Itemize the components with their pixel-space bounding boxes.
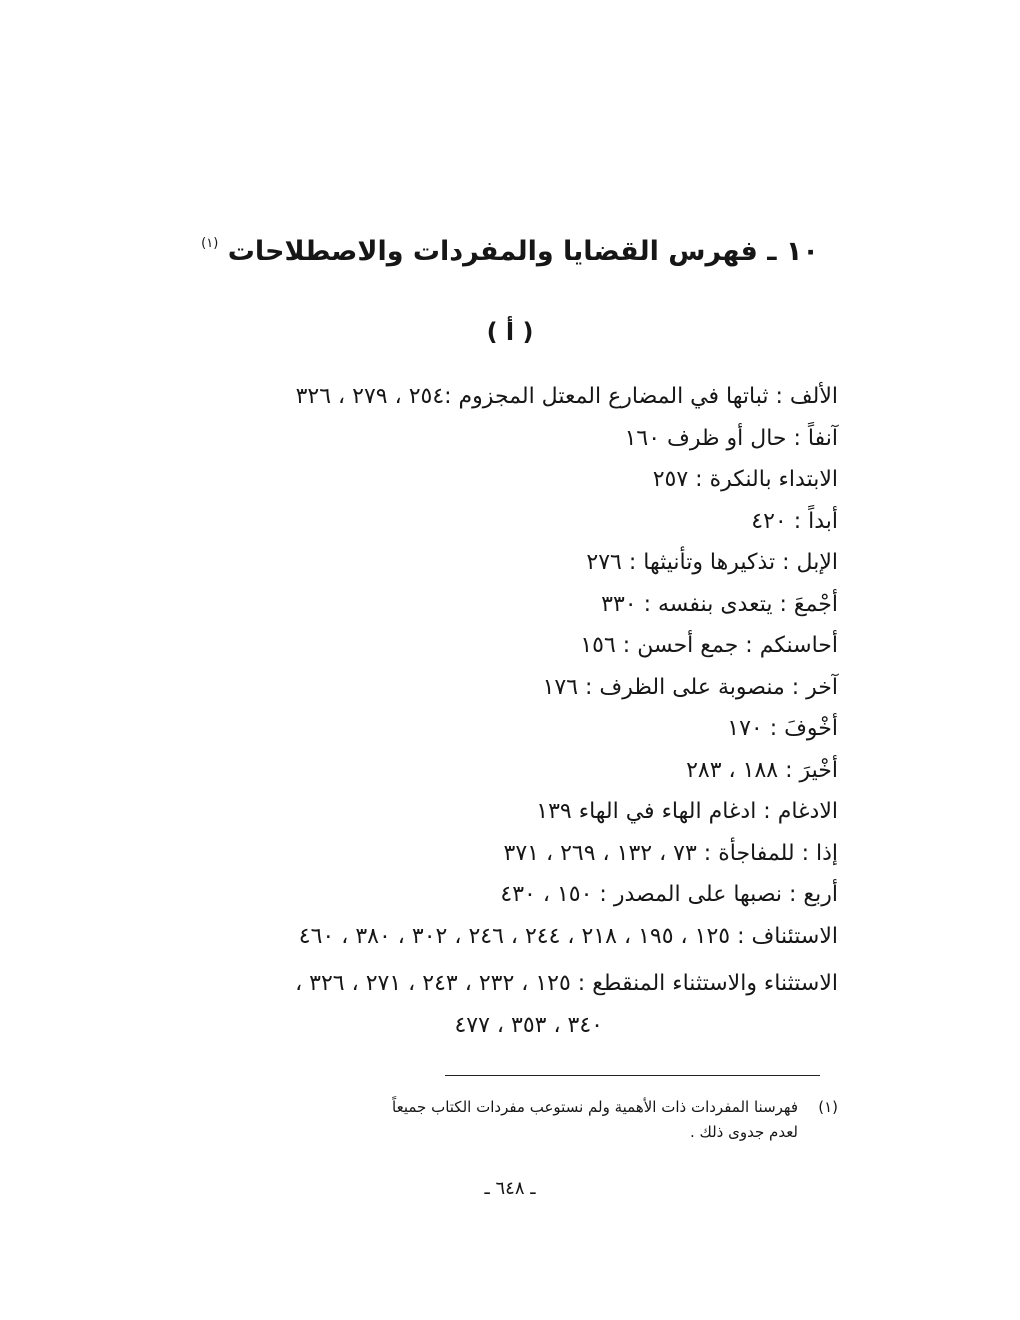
index-entry: أبداً : ٤٢٠: [751, 508, 838, 534]
index-entry: الألف : ثباتها في المضارع المعتل المجزوم :٢٥٤ ، ٢٧٩ ، ٣٢٦: [295, 384, 838, 409]
index-entry: أخْوفَ : ١٧٠: [727, 716, 838, 741]
footnote-line: [178, 1120, 838, 1145]
index-entry: آخر : منصوبة على الظرف : ١٧٦: [542, 674, 838, 700]
index-entry: الاستئناف : ١٢٥ ، ١٩٥ ، ٢١٨ ، ٢٤٤ ، ٢٤٦ ، ٣٠٢ ، ٣٨٠ ، ٤٦٠: [298, 923, 838, 949]
index-entries: [178, 376, 838, 1046]
index-entry: أجْمعَ : يتعدى بنفسه : ٣٣٠: [601, 591, 838, 617]
footnote-text-continued: لعدم جدوى ذلك .: [689, 1123, 798, 1141]
index-title-text: ١٠ ـ فهرس القضايا والمفردات والاصطلاحات: [227, 236, 819, 267]
index-entry: إذا : للمفاجأة : ٧٣ ، ١٣٢ ، ٢٦٩ ، ٣٧١: [503, 840, 838, 866]
index-title: [180, 236, 840, 267]
footnote-line: [178, 1095, 838, 1120]
footnote-divider: [445, 1075, 820, 1076]
index-entry: أخْيرَ : ١٨٨ ، ٢٨٣: [686, 757, 838, 783]
index-entry: أحاسنكم : جمع أحسن : ١٥٦: [580, 633, 838, 658]
index-entry: آنفاً : حال أو ظرف ١٦٠: [624, 425, 838, 451]
index-entry: الادغام : ادغام الهاء في الهاء ١٣٩: [536, 799, 838, 824]
section-letter-heading: ( أ ): [486, 318, 534, 346]
footnote: [178, 1095, 838, 1145]
index-entry: الإبل : تذكيرها وتأنيثها : ٢٧٦: [586, 550, 838, 575]
footnote-text: فهرسنا المفردات ذات الأهمية ولم نستوعب مفردات الكتاب جميعاً: [392, 1098, 798, 1116]
index-entry: الاستثناء والاستثناء المنقطع : ١٢٥ ، ٢٣٢ ، ٢٤٣ ، ٢٧١ ، ٣٢٦ ،: [295, 971, 838, 996]
footnote-marker: (١): [818, 1098, 838, 1116]
index-entry: أربع : نصبها على المصدر : ١٥٠ ، ٤٣٠: [500, 882, 838, 907]
index-entry: الابتداء بالنكرة : ٢٥٧: [652, 467, 838, 492]
page-number: ـ ٦٤٨ ـ: [484, 1178, 536, 1199]
index-entry-continuation: ٣٤٠ ، ٣٥٣ ، ٤٧٧: [454, 1012, 603, 1038]
title-footnote-marker: (١): [201, 236, 219, 251]
